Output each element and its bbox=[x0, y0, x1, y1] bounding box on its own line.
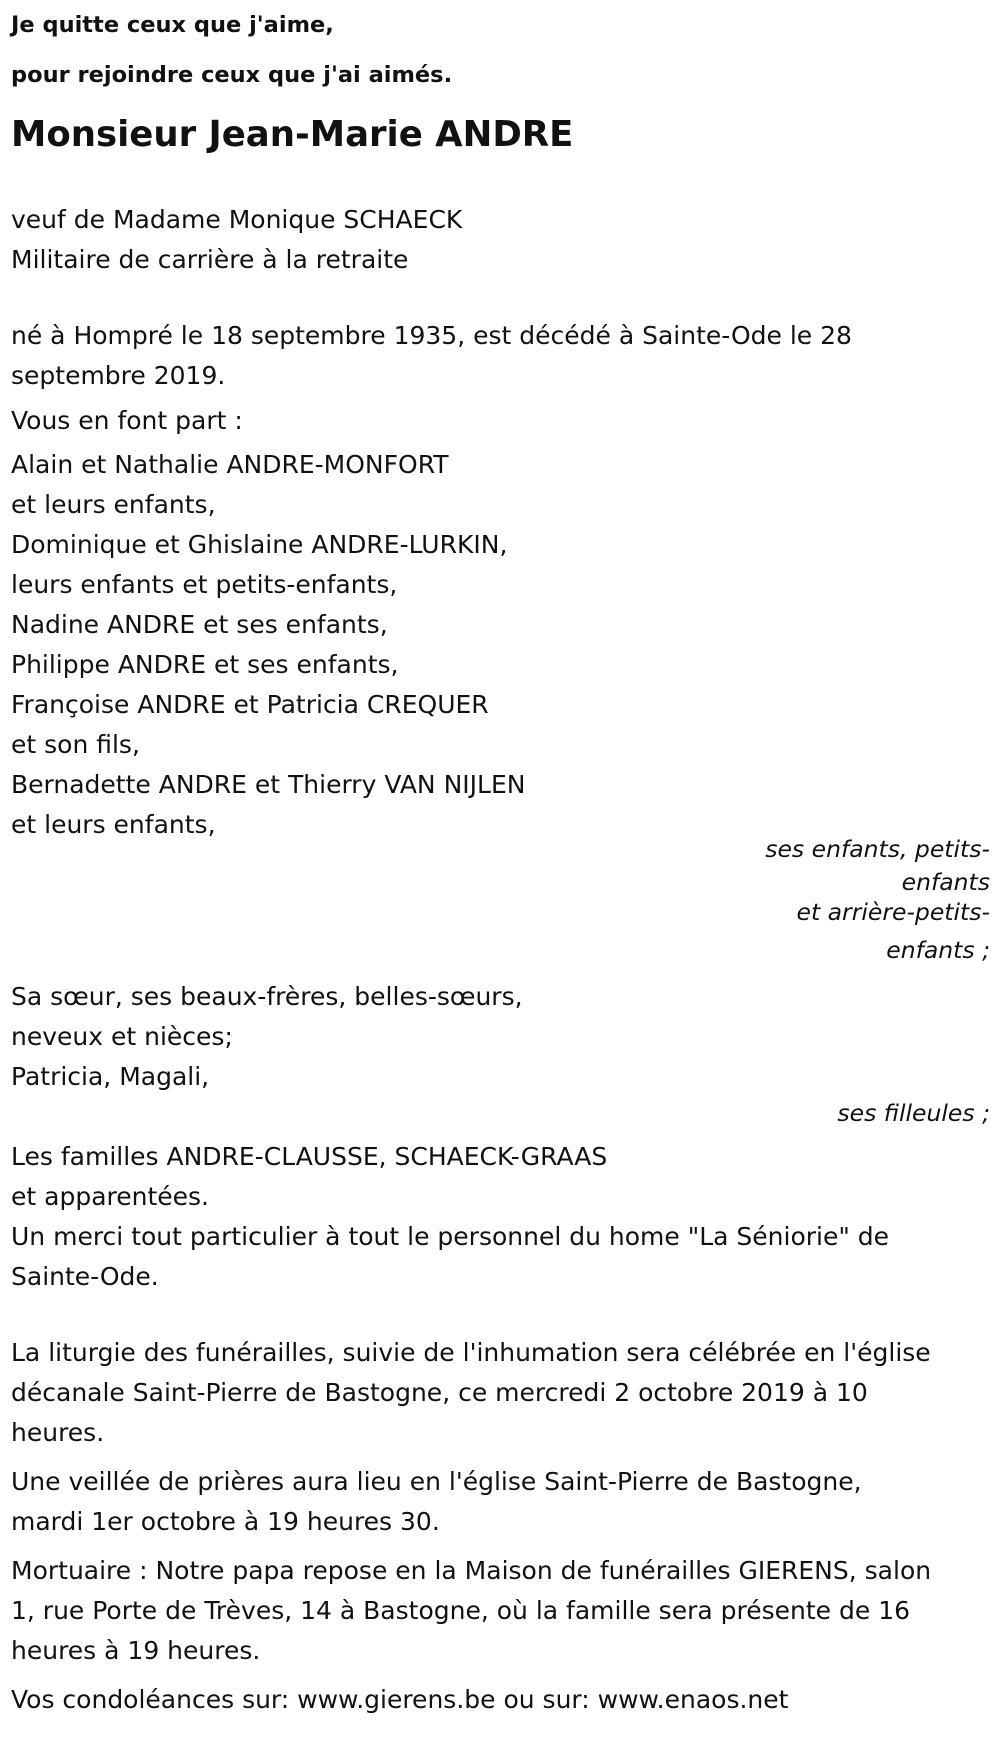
announce-line: Vous en font part : bbox=[11, 406, 243, 435]
deceased-name: Monsieur Jean-Marie ANDRE bbox=[11, 114, 574, 155]
families bbox=[11, 1137, 993, 1217]
birth-death bbox=[11, 316, 993, 396]
relatives-line: Patricia, Magali, bbox=[11, 1062, 210, 1091]
relatives-line: Sa sœur, ses beaux-frères, belles-sœurs, bbox=[11, 982, 523, 1011]
thanks-line: Sainte-Ode. bbox=[11, 1262, 159, 1291]
family-line: Philippe ANDRE et ses enfants, bbox=[11, 650, 399, 679]
profession-line: Militaire de carrière à la retraite bbox=[11, 245, 409, 274]
epigraph-line: pour rejoindre ceux que j'ai aimés. bbox=[11, 62, 453, 88]
birth-death-line: né à Hompré le 18 septembre 1935, est décédé à Sainte-Ode le 28 bbox=[11, 321, 852, 350]
mortuary-line: 1, rue Porte de Trèves, 14 à Bastogne, où la famille sera présente de 16 bbox=[11, 1596, 910, 1625]
relatives-line: neveux et nièces; bbox=[11, 1022, 233, 1051]
family-line: Alain et Nathalie ANDRE-MONFORT bbox=[11, 450, 449, 479]
liturgy-line: décanale Saint-Pierre de Bastogne, ce mercredi 2 octobre 2019 à 10 bbox=[11, 1378, 868, 1407]
vigil-line: Une veillée de prières aura lieu en l'église Saint-Pierre de Bastogne, bbox=[11, 1467, 862, 1496]
children-caption bbox=[11, 831, 993, 973]
family-line: leurs enfants et petits-enfants, bbox=[11, 570, 398, 599]
epigraph bbox=[11, 0, 993, 100]
liturgy-line: heures. bbox=[11, 1418, 105, 1447]
caption-line: et arrière-petits- bbox=[796, 898, 990, 926]
epigraph-line: Je quitte ceux que j'aime, bbox=[11, 12, 334, 38]
families-line: et apparentées. bbox=[11, 1182, 209, 1211]
thanks bbox=[11, 1217, 993, 1297]
family-line: et leurs enfants, bbox=[11, 490, 216, 519]
mortuary-line: Mortuaire : Notre papa repose en la Maison de funérailles GIERENS, salon bbox=[11, 1556, 932, 1585]
mortuary-line: heures à 19 heures. bbox=[11, 1636, 261, 1665]
family-line: Françoise ANDRE et Patricia CREQUER bbox=[11, 690, 489, 719]
caption-line: enfants bbox=[901, 868, 990, 896]
vigil-line: mardi 1er octobre à 19 heures 30. bbox=[11, 1507, 440, 1536]
children-list bbox=[11, 445, 993, 845]
family-line: et leurs enfants, bbox=[11, 810, 216, 839]
family-line: Nadine ANDRE et ses enfants, bbox=[11, 610, 388, 639]
widower-line: veuf de Madame Monique SCHAECK bbox=[11, 205, 463, 234]
obituary-document bbox=[11, 0, 993, 1720]
condolences-line: Vos condoléances sur: www.gierens.be ou sur: www.enaos.net bbox=[11, 1685, 789, 1714]
mortuary bbox=[11, 1551, 993, 1671]
birth-death-line: septembre 2019. bbox=[11, 361, 226, 390]
caption-line: ses enfants, petits- bbox=[765, 835, 990, 863]
relatives-list bbox=[11, 977, 993, 1097]
intro bbox=[11, 200, 993, 280]
relatives-caption: ses filleules ; bbox=[837, 1099, 990, 1127]
family-line: Dominique et Ghislaine ANDRE-LURKIN, bbox=[11, 530, 508, 559]
family-line: Bernadette ANDRE et Thierry VAN NIJLEN bbox=[11, 770, 526, 799]
caption-line: enfants ; bbox=[886, 936, 990, 964]
vigil bbox=[11, 1462, 993, 1542]
liturgy-line: La liturgie des funérailles, suivie de l'inhumation sera célébrée en l'église bbox=[11, 1338, 931, 1367]
family-line: et son fils, bbox=[11, 730, 140, 759]
thanks-line: Un merci tout particulier à tout le personnel du home "La Séniorie" de bbox=[11, 1222, 890, 1251]
families-line: Les familles ANDRE-CLAUSSE, SCHAECK-GRAAS bbox=[11, 1142, 608, 1171]
liturgy bbox=[11, 1333, 993, 1453]
